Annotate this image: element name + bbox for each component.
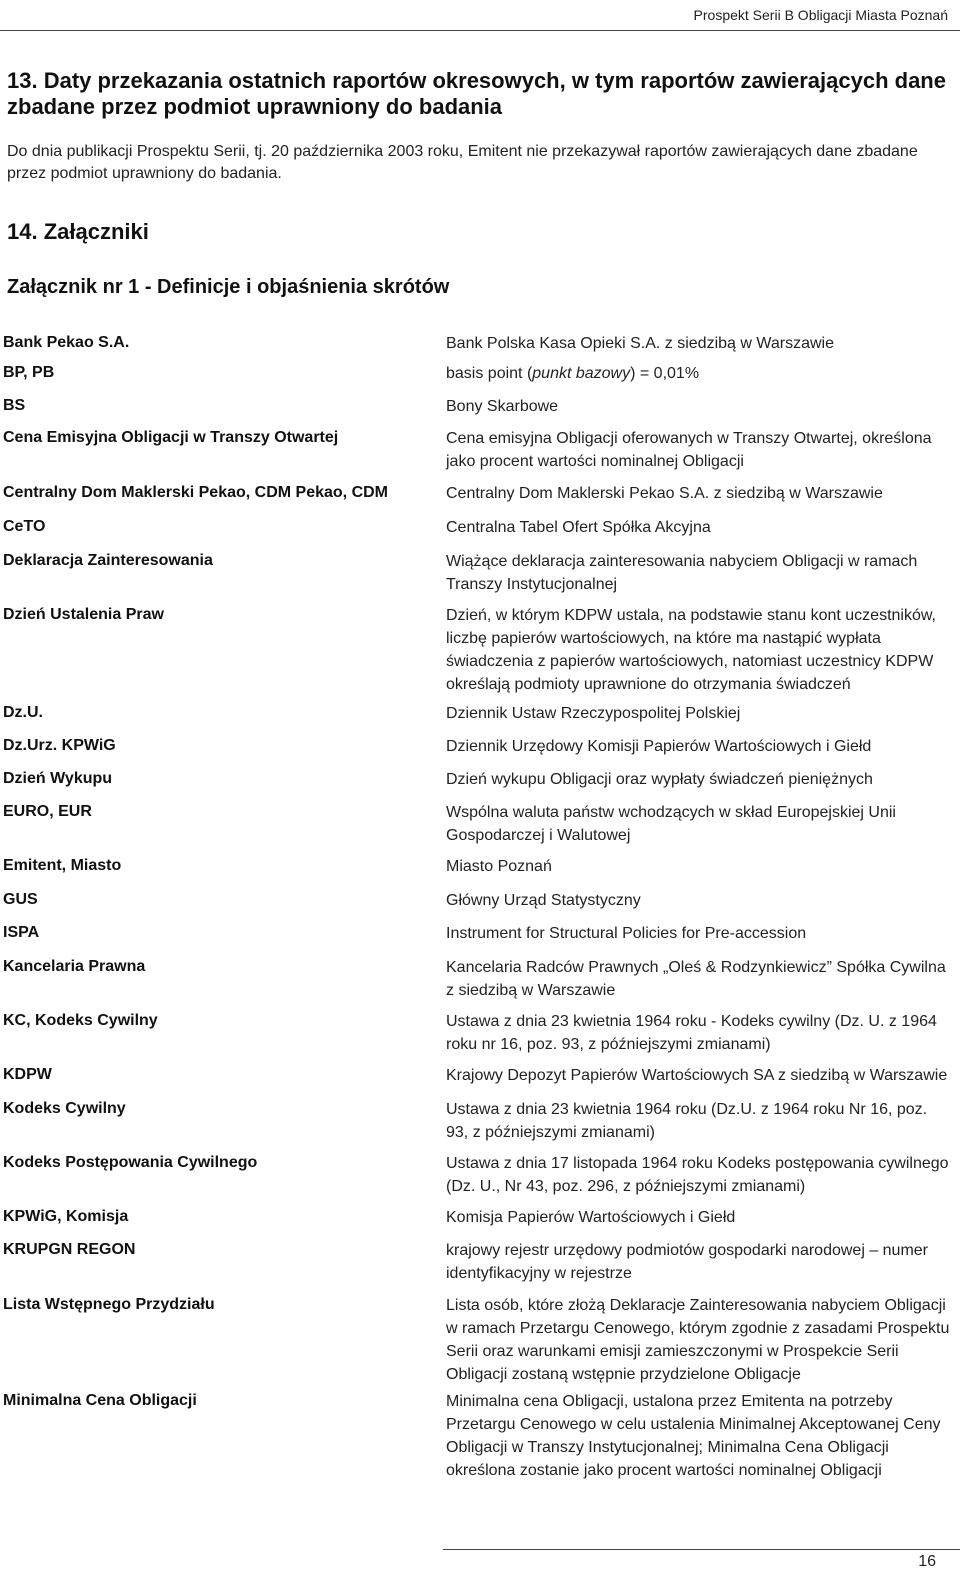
definition-term: Kodeks Postępowania Cywilnego [3, 1154, 258, 1171]
definition-term: Dzień Ustalenia Praw [3, 606, 164, 623]
section-14-heading: 14. Załączniki [7, 219, 149, 244]
definition-term: CeTO [3, 518, 46, 535]
annex-1-title: Załącznik nr 1 - Definicje i objaśnienia skrótów [7, 276, 450, 298]
definition-term: KC, Kodeks Cywilny [3, 1012, 158, 1029]
definition-term: Lista Wstępnego Przydziału [3, 1296, 215, 1313]
definition-term: GUS [3, 891, 38, 908]
definition-term: Kancelaria Prawna [3, 958, 146, 975]
definition-description: Lista osób, które złożą Deklaracje Zainteresowania nabyciem Obligacji w ramach Przetargu Cenowego, którym zgodnie z zasadami Prospektu Serii oraz warunkami emisji zamieszczonymi w Prospekcie Serii Obligacji zostaną wstępnie przydzielone Obligacje [446, 1297, 950, 1383]
definition-description: Wiążące deklaracja zainteresowania nabyciem Obligacji w ramach Transzy Instytucjonalnej [446, 553, 918, 593]
page-number: 16 [918, 1553, 936, 1570]
definition-description: Kancelaria Radców Prawnych „Oleś & Rodzynkiewicz” Spółka Cywilna z siedzibą w Warszawie [446, 959, 946, 999]
definition-description: Bank Polska Kasa Opieki S.A. z siedzibą w Warszawie [446, 335, 835, 352]
definition-description: Cena emisyjna Obligacji oferowanych w Transzy Otwartej, określona jako procent wartości nominalnej Obligacji [446, 430, 932, 470]
definition-term: Kodeks Cywilny [3, 1100, 126, 1117]
section-13-text: Do dnia publikacji Prospektu Serii, tj. 20 października 2003 roku, Emitent nie przekazywał raportów zawierających dane zbadane przez podmiot uprawniony do badania. [7, 143, 918, 182]
definition-term: KPWiG, Komisja [3, 1208, 129, 1225]
definition-description: Centralna Tabel Ofert Spółka Akcyjna [446, 519, 711, 536]
definition-description: krajowy rejestr urzędowy podmiotów gospodarki narodowej – numer identyfikacyjny w rejestrze [446, 1242, 929, 1282]
definition-term: EURO, EUR [3, 803, 92, 820]
definition-description: Miasto Poznań [446, 858, 552, 875]
definition-description: Dziennik Ustaw Rzeczypospolitej Polskiej [446, 705, 741, 722]
running-header: Prospekt Serii B Obligacji Miasta Poznań [693, 7, 948, 23]
definition-description: Ustawa z dnia 17 listopada 1964 roku Kodeks postępowania cywilnego (Dz. U., Nr 43, poz. 296, z późniejszymi zmianami) [446, 1155, 949, 1195]
definition-term: Minimalna Cena Obligacji [3, 1392, 197, 1409]
definition-term: BS [3, 397, 26, 414]
definition-term: Dzień Wykupu [3, 770, 113, 787]
definition-description: Dziennik Urzędowy Komisji Papierów Wartościowych i Giełd [446, 738, 872, 755]
definition-description: basis point (punkt bazowy) = 0,01% [446, 365, 700, 382]
definition-description: Dzień wykupu Obligacji oraz wypłaty świadczeń pieniężnych [446, 771, 873, 788]
definition-term: Centralny Dom Maklerski Pekao, CDM Pekao, CDM [3, 484, 389, 501]
definition-description: Ustawa z dnia 23 kwietnia 1964 roku - Kodeks cywilny (Dz. U. z 1964 roku nr 16, poz. 93, z późniejszymi zmianami) [446, 1013, 937, 1053]
definition-term: Bank Pekao S.A. [3, 334, 130, 351]
definition-description: Ustawa z dnia 23 kwietnia 1964 roku (Dz.U. z 1964 roku Nr 16, poz. 93, z późniejszymi zmianami) [446, 1101, 928, 1141]
definition-term: Emitent, Miasto [3, 857, 122, 874]
definition-description: Bony Skarbowe [446, 398, 559, 415]
definition-term: Cena Emisyjna Obligacji w Transzy Otwartej [3, 429, 339, 446]
section-13-heading: 13. Daty przekazania ostatnich raportów okresowych, w tym raportów zawierających dane zbadane przez podmiot uprawniony do badania [7, 68, 946, 119]
definition-description: Dzień, w którym KDPW ustala, na podstawie stanu kont uczestników, liczbę papierów wartościowych, na które ma nastąpić wypłata świadczenia z papierów wartościowych, natomiast uczestnicy KDPW określają podmioty uprawnione do otrzymania świadczeń [446, 607, 936, 693]
definition-term: Dz.U. [3, 704, 43, 721]
definition-description: Główny Urząd Statystyczny [446, 892, 641, 909]
definition-term: Dz.Urz. KPWiG [3, 737, 116, 754]
definition-description: Minimalna cena Obligacji, ustalona przez Emitenta na potrzeby Przetargu Cenowego w celu ustalenia Minimalnej Akceptowanej Ceny Obligacji w Transzy Instytucjonalnej; Minimalna Cena Obligacji określona zostanie jako procent wartości nominalnej Obligacji [446, 1393, 941, 1479]
definition-term: KRUPGN REGON [3, 1241, 136, 1258]
definition-term: KDPW [3, 1066, 52, 1083]
definition-description: Wspólna waluta państw wchodzących w skład Europejskiej Unii Gospodarczej i Walutowej [446, 804, 896, 844]
definition-description: Krajowy Depozyt Papierów Wartościowych SA z siedzibą w Warszawie [446, 1067, 948, 1084]
definition-description: Centralny Dom Maklerski Pekao S.A. z siedzibą w Warszawie [446, 485, 883, 502]
definition-term: Deklaracja Zainteresowania [3, 552, 213, 569]
definition-term: ISPA [3, 924, 40, 941]
definition-description: Instrument for Structural Policies for Pre-accession [446, 925, 807, 942]
definition-term: BP, PB [3, 364, 55, 381]
definition-description: Komisja Papierów Wartościowych i Giełd [446, 1209, 736, 1226]
footer-divider [443, 1549, 960, 1550]
